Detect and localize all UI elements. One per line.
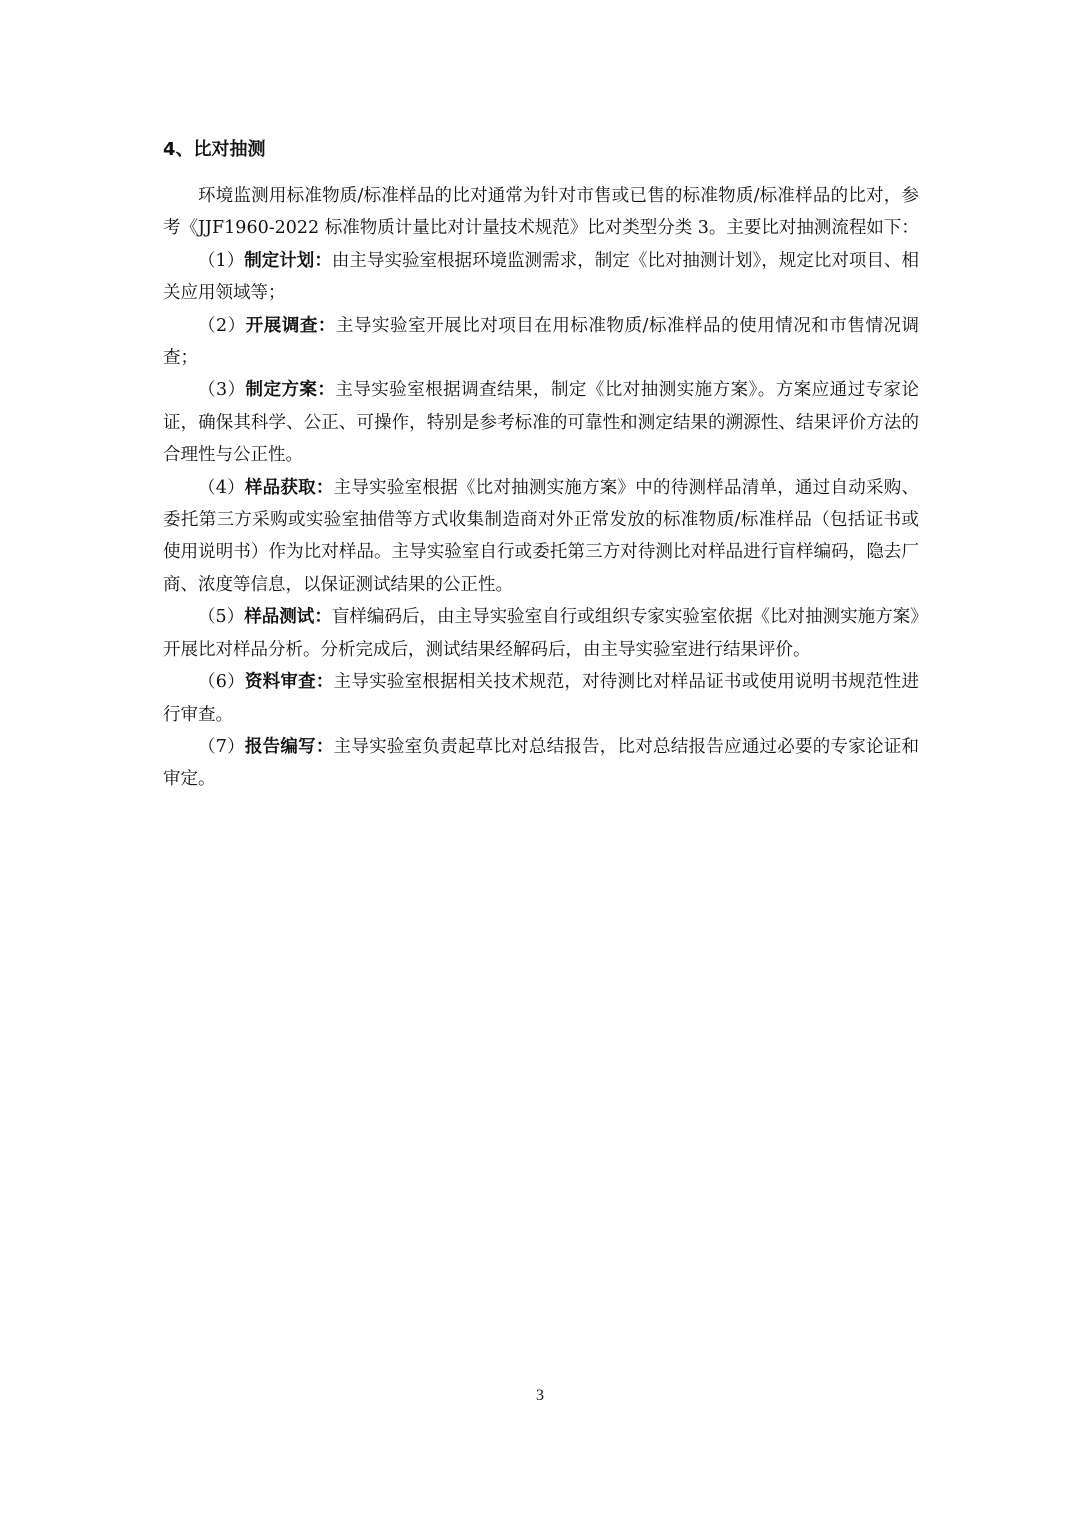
step-text: 盲样编码后，由主导实验室自行或组织专家实验室依据《比对抽测实施方案》开展比对样品分析。分析完成后，测试结果经解码后，由主导实验室进行结果评价。 — [163, 607, 919, 660]
step-number: （5） — [198, 607, 245, 628]
step-text: 由主导实验室根据环境监测需求，制定《比对抽测计划》，规定比对项目、相关应用领域等； — [163, 250, 919, 304]
step-number: （7） — [198, 736, 245, 757]
step-paragraph — [163, 310, 919, 375]
step-number: （3） — [198, 380, 246, 401]
step-text: 主导实验室根据相关技术规范，对待测比对样品证书或使用说明书规范性进行审查。 — [163, 672, 919, 725]
step-paragraph — [163, 245, 919, 310]
step-text: 主导实验室根据调查结果，制定《比对抽测实施方案》。方案应通过专家论证，确保其科学、公正、可操作，特别是参考标准的可靠性和测定结果的溯源性、结果评价方法的合理性与公正性。 — [163, 380, 919, 466]
step-number: （4） — [198, 477, 245, 498]
body-text — [163, 180, 919, 796]
step-number: （1） — [198, 250, 245, 271]
step-label: 资料审查： — [244, 672, 334, 693]
step-text: 主导实验室根据《比对抽测实施方案》中的待测样品清单，通过自动采购、委托第三方采购或实验室抽借等方式收集制造商对外正常发放的标准物质/标准样品（包括证书或使用说明书）作为比对样品。主导实验室自行或委托第三方对待测比对样品进行盲样编码，隐去厂商、浓度等信息，以保证测试结果的公正性。 — [163, 477, 919, 595]
step-label: 样品测试： — [244, 607, 332, 628]
step-label: 制定方案： — [245, 380, 336, 401]
step-paragraph — [163, 666, 919, 731]
step-number: （2） — [198, 315, 246, 336]
step-text: 主导实验室负责起草比对总结报告，比对总结报告应通过必要的专家论证和审定。 — [163, 736, 919, 790]
step-number: （6） — [198, 672, 245, 693]
step-paragraph — [163, 731, 919, 796]
step-paragraph — [163, 472, 919, 602]
step-label: 开展调查： — [245, 315, 336, 336]
page-number: 3 — [536, 1387, 544, 1404]
step-label: 样品获取： — [244, 477, 334, 498]
intro-paragraph: 环境监测用标准物质/标准样品的比对通常为针对市售或已售的标准物质/标准样品的比对，参考《JJF1960-2022 标准物质计量比对计量技术规范》比对类型分类 3。主要比对抽测流程如下： — [163, 186, 919, 239]
step-label: 制定计划： — [244, 250, 332, 271]
step-text: 主导实验室开展比对项目在用标准物质/标准样品的使用情况和市售情况调查； — [163, 315, 919, 369]
step-paragraph — [163, 374, 919, 471]
section-heading: 4、比对抽测 — [163, 139, 266, 160]
step-label: 报告编写： — [244, 736, 334, 757]
step-paragraph — [163, 601, 919, 666]
